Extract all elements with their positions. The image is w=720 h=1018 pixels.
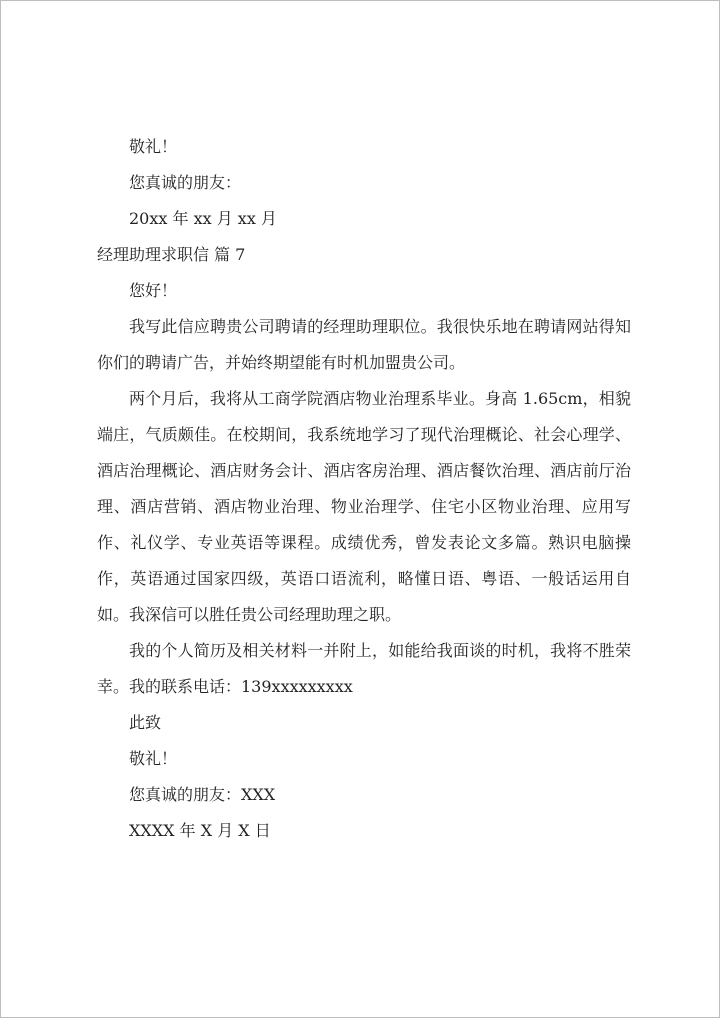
- greeting: 您好！: [129, 281, 178, 300]
- closing-salutation: 此致: [129, 713, 162, 732]
- letter-content: [97, 129, 631, 849]
- signature: 您真诚的朋友：XXX: [129, 785, 276, 804]
- paragraph-intro: 我写此信应聘贵公司聘请的经理助理职位。我很快乐地在聘请网站得知你们的聘请广告，并始终期望能有时机加盟贵公司。: [97, 317, 631, 372]
- letter-date: XXXX 年 X 月 X 日: [129, 821, 271, 840]
- previous-closing: 敬礼！: [129, 137, 178, 156]
- previous-signature: 您真诚的朋友：: [129, 173, 242, 192]
- section-title: 经理助理求职信 篇 7: [97, 245, 246, 264]
- paragraph-contact: 我的个人简历及相关材料一并附上，如能给我面谈的时机，我将不胜荣幸。我的联系电话：139xxxxxxxxx: [97, 641, 631, 696]
- previous-date: 20xx 年 xx 月 xx 月: [129, 209, 277, 228]
- paragraph-background: 两个月后，我将从工商学院酒店物业治理系毕业。身高 1.65cm，相貌端庄，气质颇佳。在校期间，我系统地学习了现代治理概论、社会心理学、酒店治理概论、酒店财务会计、酒店客房治理、酒店餐饮治理、酒店前厅治理、酒店营销、酒店物业治理、物业治理学、住宅小区物业治理、应用写作、礼仪学、专业英语等课程。成绩优秀，曾发表论文多篇。熟识电脑操作，英语通过国家四级，英语口语流利，略懂日语、粤语、一般话运用自如。我深信可以胜任贵公司经理助理之职。: [97, 389, 631, 624]
- closing-respect: 敬礼！: [129, 749, 178, 768]
